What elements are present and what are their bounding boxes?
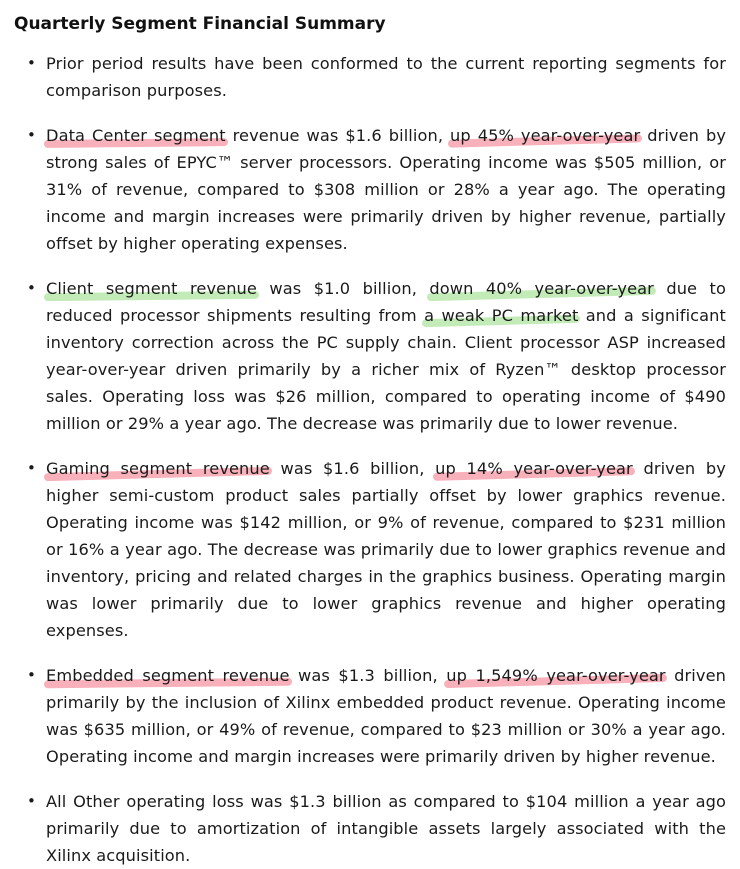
bullet-dot: •: [27, 279, 36, 297]
bullet-text: was $1.6 billion,: [269, 459, 436, 478]
bullet-text: was $1.3 billion,: [289, 666, 447, 685]
bullet-text: and a significant inventory correction across the PC supply chain. Client processor ASP increased year-over-year driven primarily by a richer mix of Ryzen™ desktop processor sales. Operating loss was $26 million, compared to operating income of $490 million or 29% a year ago. The decrease was primarily due to lower revenue.: [46, 306, 726, 433]
bullet-client: [14, 275, 726, 437]
bullet-dot: •: [27, 54, 36, 72]
bullet-gaming: [14, 455, 726, 644]
highlight-up-45-percent: up 45% year-over-year: [450, 126, 641, 145]
bullet-text: revenue was $1.6 billion,: [225, 126, 451, 145]
bullet-data-center: [14, 122, 726, 257]
bullet-dot: •: [27, 792, 36, 810]
bullet-text: All Other operating loss was $1.3 billion as compared to $104 million a year ago primarily due to amortization of intangible assets largely associated with the Xilinx acquisition.: [46, 792, 726, 865]
highlight-client-segment-revenue: Client segment revenue: [46, 279, 257, 298]
highlight-data-center-segment: Data Center segment: [46, 126, 226, 145]
bullet-dot: •: [27, 666, 36, 684]
bullet-dot: •: [27, 459, 36, 477]
highlight-gaming-segment-revenue: Gaming segment revenue: [46, 459, 270, 478]
bullet-text: was $1.0 billion,: [256, 279, 430, 298]
bullet-text: due to reduced processor shipments resulting from: [46, 279, 726, 325]
page-title: Quarterly Segment Financial Summary: [14, 14, 386, 34]
bullet-dot: •: [27, 126, 36, 144]
bullet-prior-period: [14, 50, 726, 104]
highlight-weak-pc-market: a weak PC market: [424, 306, 579, 325]
segment-summary-list: [14, 50, 726, 869]
highlight-up-14-percent: up 14% year-over-year: [435, 459, 633, 478]
bullet-all-other: [14, 788, 726, 869]
highlight-embedded-segment-revenue: Embedded segment revenue: [46, 666, 290, 685]
bullet-text: Prior period results have been conformed to the current reporting segments for comparison purposes.: [46, 54, 726, 100]
highlight-down-40-percent: down 40% year-over-year: [429, 279, 654, 298]
bullet-embedded: [14, 662, 726, 770]
highlight-up-1549-percent: up 1,549% year-over-year: [446, 666, 666, 685]
bullet-text: driven by higher semi-custom product sales partially offset by lower graphics revenue. Operating income was $142 million, or 9% of revenue, compared to $231 million or 16% a year ago. The decrease was primarily due to lower graphics revenue and inventory, pricing and related charges in the graphics business. Operating margin was lower primarily due to lower graphics revenue and higher operating expenses.: [46, 459, 726, 640]
bullet-text: driven by strong sales of EPYC™ server processors. Operating income was $505 million, or 31% of revenue, compared to $308 million or 28% a year ago. The operating income and margin increases were primarily driven by higher revenue, partially offset by higher operating expenses.: [46, 126, 727, 253]
bullet-text: driven primarily by the inclusion of Xilinx embedded product revenue. Operating income was $635 million, or 49% of revenue, compared to $23 million or 30% a year ago. Operating income and margin increases were primarily driven by higher revenue.: [46, 666, 727, 766]
